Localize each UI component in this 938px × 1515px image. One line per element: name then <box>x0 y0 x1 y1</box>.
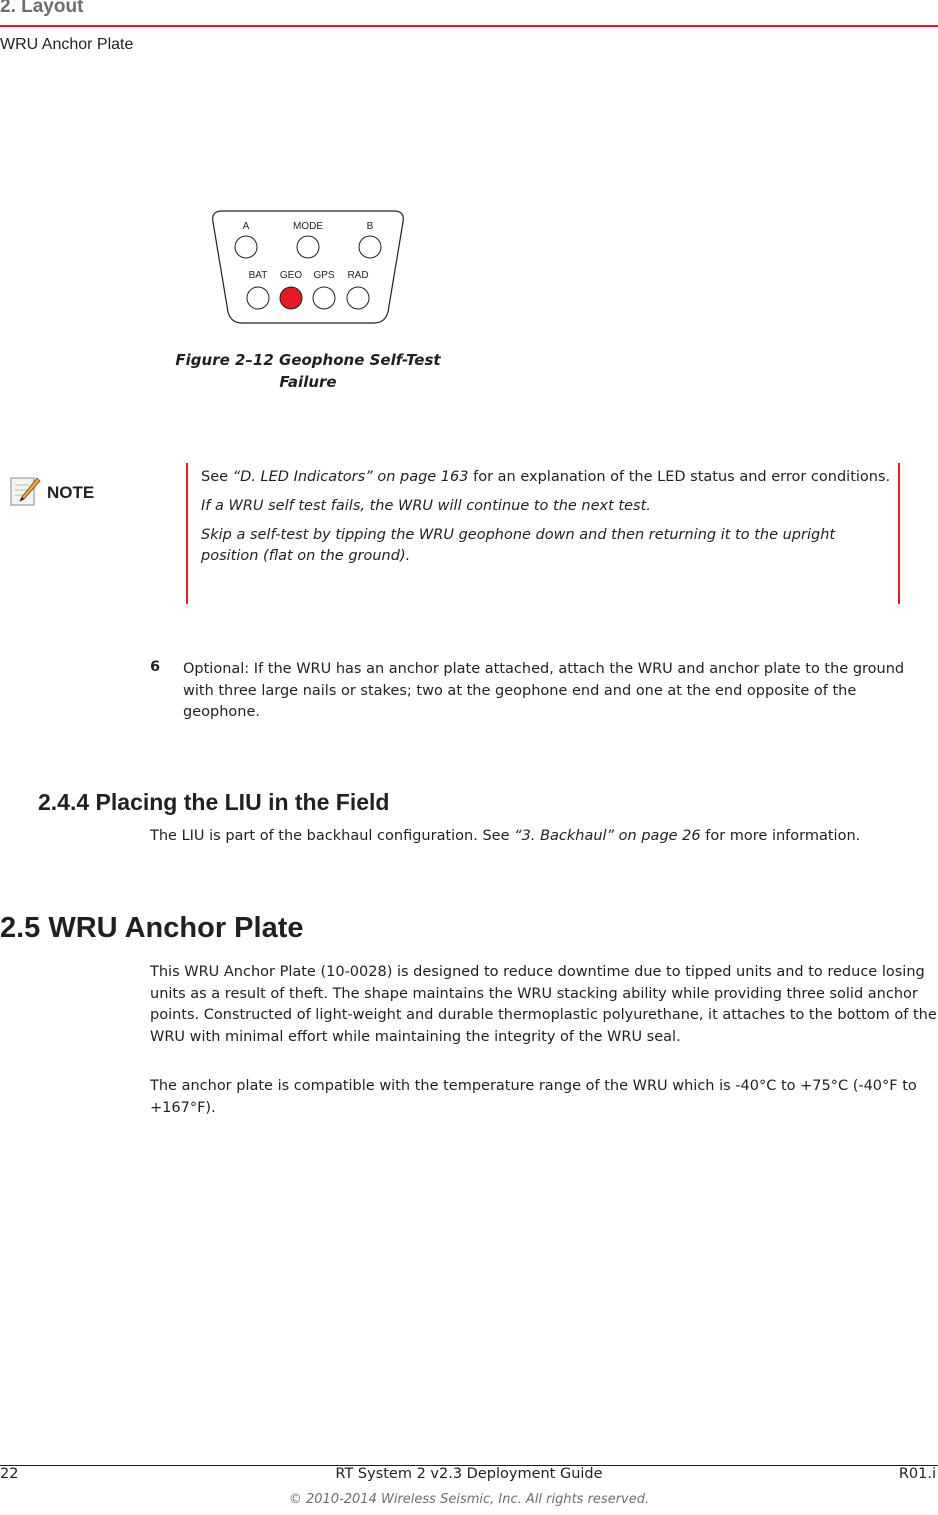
label-rad: RAD <box>347 270 369 281</box>
label-b: B <box>366 221 374 232</box>
led-rad <box>347 287 369 309</box>
led-gps <box>313 287 335 309</box>
revision: R01.i <box>898 1466 936 1482</box>
label-geo: GEO <box>279 270 303 281</box>
note-paragraph-3: Skip a self-test by tipping the WRU geophone down and then returning it to the upright position (flat on the ground). <box>201 527 836 564</box>
note-rule-right <box>898 463 900 604</box>
copyright: © 2010-2014 Wireless Seismic, Inc. All rights reserved. <box>288 1492 650 1507</box>
led-mode <box>297 236 319 258</box>
caption-line-1: Figure 2–12 Geophone Self-Test <box>175 351 441 369</box>
figure-caption <box>152 349 464 393</box>
liu-paragraph: The LIU is part of the backhaul configuration. See “3. Backhaul” on page 26 for more information. <box>150 828 861 844</box>
anchor-plate-paragraph-1: This WRU Anchor Plate (10-0028) is designed to reduce downtime due to tipped units and to reduce losing units as a result of theft. The shape maintains the WRU stacking ability while providing three solid anchor points. Constructed of light-weight and durable thermoplastic polyurethane, it attaches to the bottom of the WRU with minimal effort while maintaining the integrity of the WRU seal. <box>150 964 937 1045</box>
step-text: Optional: If the WRU has an anchor plate attached, attach the WRU and anchor plate to the ground with three large nails or stakes; two at the geophone end and one at the end opposite of the geophone. <box>183 661 905 720</box>
label-mode: MODE <box>293 221 323 232</box>
led-bat <box>247 287 269 309</box>
note-body <box>201 467 891 575</box>
note-paragraph-2: If a WRU self test fails, the WRU will continue to the next test. <box>201 498 651 514</box>
note-label: NOTE <box>47 483 95 502</box>
led-panel-figure <box>208 208 408 332</box>
note-pencil-icon <box>8 474 42 512</box>
label-gps: GPS <box>313 270 335 281</box>
label-a: A <box>242 221 250 232</box>
note-paragraph-1: See “D. LED Indicators” on page 163 for an explanation of the LED status and error conditions. <box>201 469 891 485</box>
led-geo-fail <box>280 287 302 309</box>
led-indicators-link[interactable]: “D. LED Indicators” on page 163 <box>232 469 469 485</box>
led-b <box>359 236 381 258</box>
header-rule <box>0 25 938 27</box>
caption-line-2: Failure <box>279 373 337 391</box>
backhaul-link[interactable]: “3. Backhaul” on page 26 <box>514 828 701 844</box>
document-title: RT System 2 v2.3 Deployment Guide <box>335 1466 603 1482</box>
heading-2-4-4: 2.4.4 Placing the LIU in the Field <box>38 789 390 815</box>
page-number: 22 <box>0 1466 19 1482</box>
step-number: 6 <box>150 659 161 675</box>
led-panel-diagram <box>208 208 408 328</box>
note-rule-left <box>186 463 188 604</box>
section-title: WRU Anchor Plate <box>0 36 134 53</box>
anchor-plate-paragraph-2: The anchor plate is compatible with the temperature range of the WRU which is -40°C to +75°C (-40°F to +167°F). <box>150 1078 917 1116</box>
heading-2-5: 2.5 WRU Anchor Plate <box>0 912 304 944</box>
label-bat: BAT <box>248 270 268 281</box>
led-a <box>235 236 257 258</box>
chapter-title: 2. Layout <box>0 0 84 17</box>
